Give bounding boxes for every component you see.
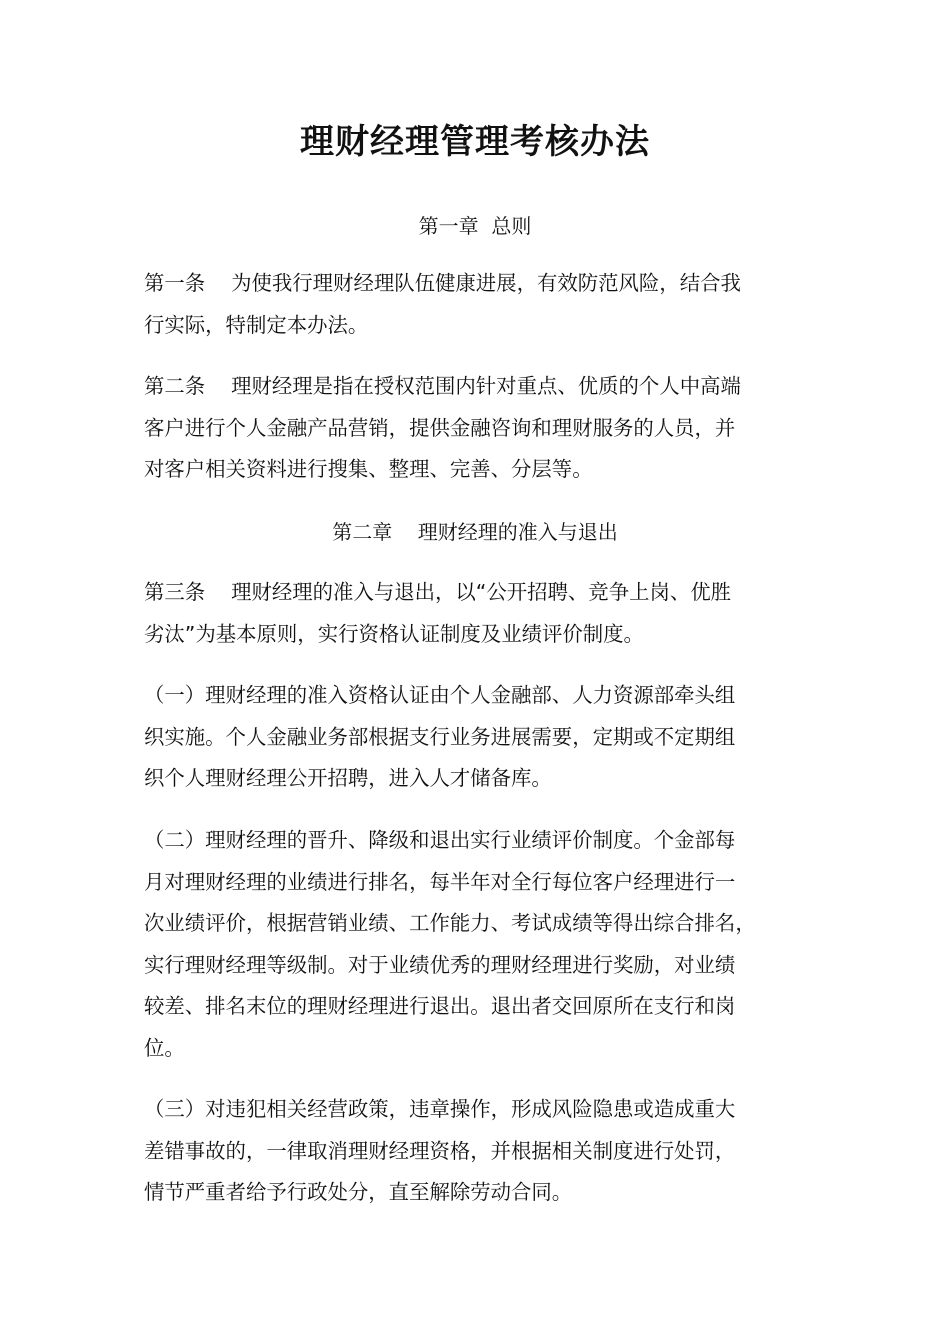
clause-3-paragraph: （三）对违犯相关经营政策，违章操作，形成风险隐患或造成重大 差错事故的，一律取消理财经理资格，并根据相关制度进行处罚， 情节严重者给予行政处分，直至解除劳动合同。 [144, 1097, 736, 1204]
chapter-heading-2: 第二章 理财经理的准入与退出 [332, 520, 618, 544]
clause-1-paragraph: （一）理财经理的准入资格认证由个人金融部、人力资源部牵头组 织实施。个人金融业务部根据支行业务进展需要，定期或不定期组 织个人理财经理公开招聘，进入人才储备库。 [144, 683, 736, 790]
article-1-paragraph: 第一条 为使我行理财经理队伍健康进展，有效防范风险，结合我 行实际，特制定本办法。 [144, 271, 741, 337]
article-2-paragraph: 第二条 理财经理是指在授权范围内针对重点、优质的个人中高端 客户进行个人金融产品营销，提供金融咨询和理财服务的人员，并 对客户相关资料进行搜集、整理、完善、分层等。 [144, 374, 741, 481]
chapter-heading-1: 第一章 总则 [418, 214, 532, 238]
article-3-paragraph: 第三条 理财经理的准入与退出，以“公开招聘、竞争上岗、优胜 劣汰”为基本原则，实行资格认证制度及业绩评价制度。 [144, 580, 732, 646]
document-title: 理财经理管理考核办法 [300, 122, 650, 162]
clause-2-paragraph: （二）理财经理的晋升、降级和退出实行业绩评价制度。个金部每 月对理财经理的业绩进行排名，每半年对全行每位客户经理进行一 次业绩评价，根据营销业绩、工作能力、考试成绩等得出综合排名， 实行理财经理等级制。对于业绩优秀的理财经理进行奖励，对业绩 较差、排名末位的理财经理进行退出。退出者交回原所在支行和岗 位。 [144, 828, 756, 1060]
